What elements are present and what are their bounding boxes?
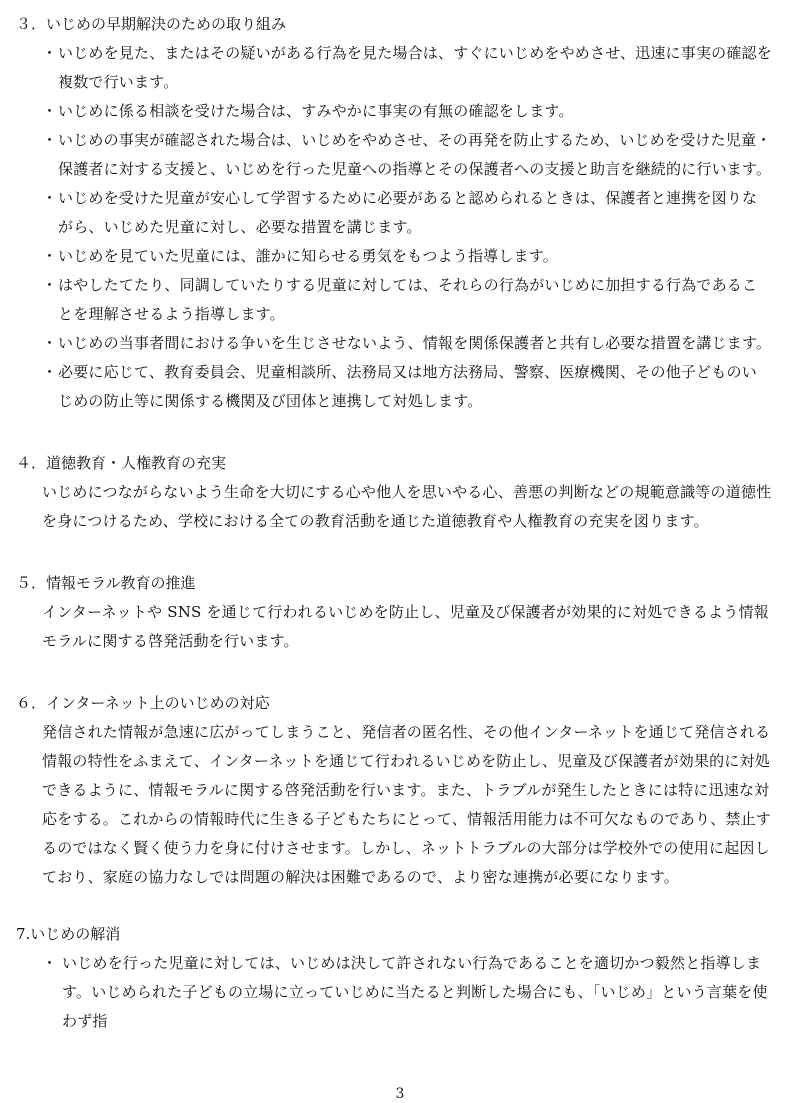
list-item [42, 271, 772, 329]
bullet-mark: ・ [42, 131, 58, 149]
list-item-text: いじめを行った児童に対しては、いじめは決して許されない行為であることを適切かつ毅然と指導します。いじめられた子どもの立場に立っていじめに当たると判断した場合にも、「いじめ」という言葉を使わず指 [62, 954, 768, 1030]
bullet-mark: ・ [42, 189, 58, 207]
section-7 [16, 922, 772, 1036]
bullet-mark: ・ [42, 276, 58, 294]
list-item [42, 329, 772, 358]
section-7-title: 7.いじめの解消 [16, 925, 121, 943]
list-item [42, 126, 772, 184]
page-number: 3 [395, 1086, 405, 1102]
bullet-mark: ・ [42, 334, 58, 352]
section-6-title: ６．インターネット上のいじめの対応 [16, 694, 270, 712]
section-5-body: インターネットや SNS を通じて行われるいじめを防止し、児童及び保護者が効果的に対処できるよう情報モラルに関する啓発活動を行います。 [42, 603, 769, 650]
section-5 [16, 571, 772, 656]
section-3 [16, 12, 772, 416]
section-spacer [16, 892, 772, 922]
bullet-mark: ・ [42, 247, 58, 265]
bullet-mark: ・ [42, 363, 58, 381]
section-6-body: 発信された情報が急速に広がってしまうこと、発信者の匿名性、その他インターネットを通じて発信される情報の特性をふまえて、インターネットを通じて行われるいじめを防止し、児童及び保護者が効果的に対処できるように、情報モラルに関する啓発活動を行います。また、トラブルが発生したときには特に迅速な対応をする。これからの情報時代に生きる子どもたちにとって、情報活用能力は不可欠なものであり、禁止するのではなく賢く使う力を身に付けさせます。しかし、ネットトラブルの大部分は学校外での使用に起因しており、家庭の協力なしでは問題の解決は困難であるので、より密な連携が必要になります。 [42, 723, 772, 886]
section-spacer [16, 656, 772, 691]
section-6 [16, 691, 772, 892]
section-5-title: ５．情報モラル教育の推進 [16, 574, 196, 592]
list-item-text: 必要に応じて、教育委員会、児童相談所、法務局又は地方法務局、警察、医療機関、その他子どものいじめの防止等に関係する機関及び団体と連携して対処します。 [58, 363, 757, 410]
section-spacer [16, 416, 772, 451]
section-4-body: いじめにつながらないよう生命を大切にする心や他人を思いやる心、善悪の判断などの規範意識等の道徳性を身につけるため、学校における全ての教育活動を通じた道徳教育や人権教育の充実を図ります。 [42, 483, 772, 530]
section-7-bullets [42, 949, 772, 1036]
list-item [42, 184, 772, 242]
bullet-mark: ・ [42, 102, 58, 120]
list-item [42, 949, 772, 1036]
list-item-text: いじめの事実が確認された場合は、いじめをやめさせ、その再発を防止するため、いじめを受けた児童・保護者に対する支援と、いじめを行った児童への指導とその保護者への支援と助言を継続的に行います。 [58, 131, 772, 178]
list-item [42, 39, 772, 97]
list-item [42, 358, 772, 416]
list-item-text: いじめを見た、またはその疑いがある行為を見た場合は、すぐにいじめをやめさせ、迅速に事実の確認を複数で行います。 [58, 44, 772, 91]
list-item [42, 97, 772, 126]
section-4-title: ４．道徳教育・人権教育の充実 [16, 454, 227, 472]
list-item-text: はやしたてたり、同調していたりする児童に対しては、それらの行為がいじめに加担する行為であることを理解させるよう指導します。 [58, 276, 758, 323]
list-item-text: いじめを見ていた児童には、誰かに知らせる勇気をもつよう指導します。 [58, 247, 558, 265]
bullet-mark: ・ [42, 44, 58, 62]
section-spacer [16, 536, 772, 571]
bullet-mark: ・ [42, 954, 58, 972]
list-item-text: いじめを受けた児童が安心して学習するために必要があると認められるときは、保護者と連携を図りながら、いじめた児童に対し、必要な措置を講じます。 [58, 189, 758, 236]
section-3-bullets [42, 39, 772, 416]
section-3-title: ３．いじめの早期解決のための取り組み [16, 15, 287, 33]
section-4 [16, 451, 772, 536]
list-item-text: いじめの当事者間における争いを生じさせないよう、情報を関係保護者と共有し必要な措置を講じます。 [58, 334, 772, 352]
list-item [42, 242, 772, 271]
list-item-text: いじめに係る相談を受けた場合は、すみやかに事実の有無の確認をします。 [58, 102, 574, 120]
